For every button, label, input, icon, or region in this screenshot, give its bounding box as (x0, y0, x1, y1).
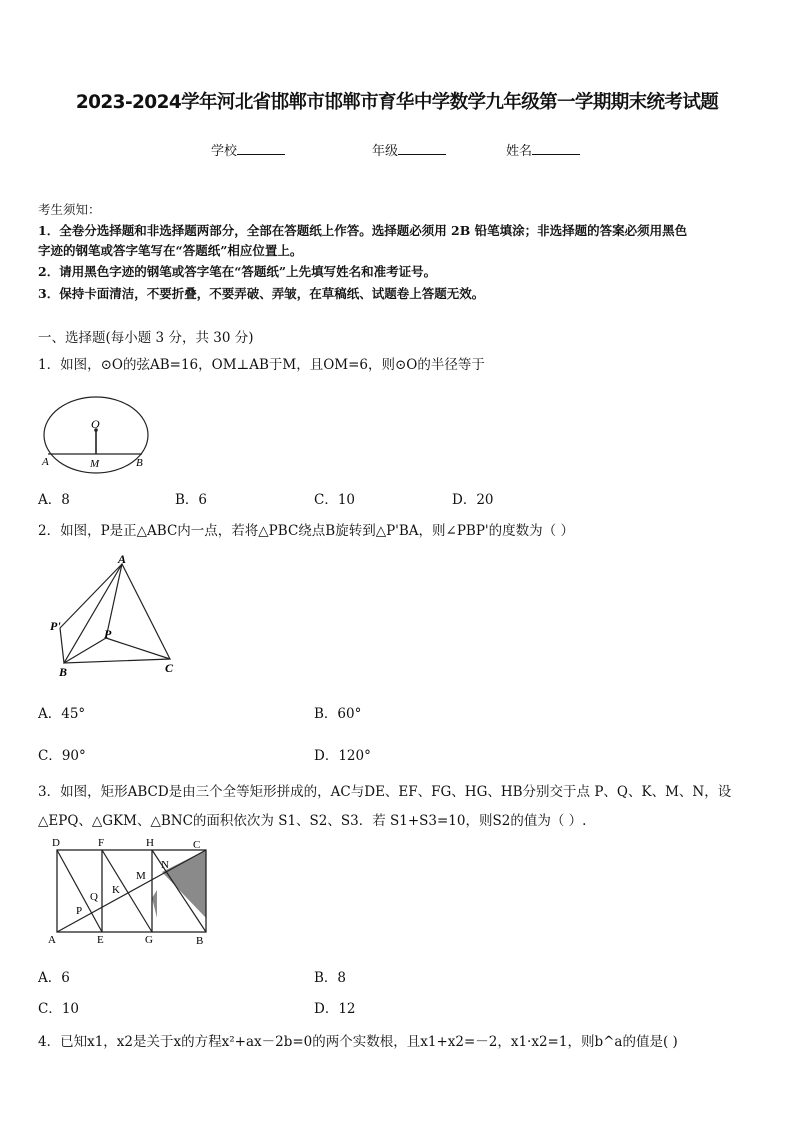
school-label: 学校 (211, 144, 238, 159)
question-4-stem: 4．已知x1，x2是关于x的方程x²+ax－2b=0的两个实数根，且x1+x2=－2，x1·x2=1，则b^a的值是( ) (38, 1034, 678, 1050)
label-p-prime: P' (50, 619, 61, 633)
grade-label: 年级 (372, 144, 399, 159)
question-1-stem: 1．如图，⊙O的弦AB=16，OM⊥AB于M，且OM=6，则⊙O的半径等于 (38, 357, 485, 373)
label-m: M (136, 870, 146, 882)
notice-item-3: 3．保持卡面清洁，不要折叠，不要弄破、弄皱，在草稿纸、试题卷上答题无效。 (38, 286, 485, 301)
grade-field[interactable] (372, 140, 446, 159)
label-b: B (59, 665, 68, 679)
question-3-stem-line-2: △EPQ、△GKM、△BNC的面积依次为 S1、S2、S3．若 S1+S3=10，则S2的值为（ ）. (38, 813, 587, 829)
q3-option-d[interactable]: D．12 (314, 1001, 356, 1017)
school-field[interactable] (211, 140, 285, 159)
question-3-figure (44, 834, 224, 950)
q1-option-d[interactable]: D．20 (452, 492, 494, 508)
label-b: B (136, 457, 143, 469)
line-fg (102, 850, 152, 932)
label-a: A (42, 456, 49, 468)
question-2-stem: 2．如图，P是正△ABC内一点，若将△PBC绕点B旋转到△P'BA，则∠PBP'的度数为（ ） (38, 523, 574, 539)
notice-item-1-cont: 字迹的钢笔或答字笔写在“答题纸”相应位置上。 (38, 243, 303, 258)
q2-option-b[interactable]: B．60° (314, 706, 362, 722)
q3-option-b[interactable]: B．8 (314, 970, 347, 986)
label-a: A (118, 552, 127, 566)
label-n: N (161, 859, 169, 871)
label-q: Q (90, 891, 98, 903)
notice-item-1: 1．全卷分选择题和非选择题两部分，全部在答题纸上作答。选择题必须用 2B 铅笔填涂；非选择题的答案必须用黑色 (38, 223, 688, 238)
label-k: K (112, 884, 120, 896)
label-h: H (146, 837, 154, 849)
name-field[interactable] (506, 140, 580, 159)
notice-item-2: 2．请用黑色字迹的钢笔或答字笔在“答题纸”上先填写姓名和准考证号。 (38, 264, 437, 279)
q2-option-c[interactable]: C．90° (38, 748, 86, 764)
q2-option-d[interactable]: D．120° (314, 748, 371, 764)
label-a: A (48, 934, 56, 946)
segment-ap-prime (60, 564, 122, 628)
triangle-abc (64, 564, 170, 663)
grade-blank[interactable] (398, 141, 446, 155)
label-d: D (52, 837, 60, 849)
label-p: P (104, 627, 112, 641)
name-blank[interactable] (532, 141, 580, 155)
label-g: G (145, 934, 153, 946)
question-3-stem-line-1: 3．如图，矩形ABCD是由三个全等矩形拼成的，AC与DE、EF、FG、HG、HB分别交于点 P、Q、K、M、N，设 (38, 784, 732, 800)
segment-bp (64, 638, 106, 663)
page-title: 2023-2024学年河北省邯郸市邯郸市育华中学数学九年级第一学期期末统考试题 (75, 92, 719, 113)
triangle-gkm-shade (152, 890, 157, 918)
q2-option-a[interactable]: A．45° (38, 706, 86, 722)
label-o: O (91, 417, 100, 431)
school-blank[interactable] (237, 141, 285, 155)
question-1-figure (36, 384, 156, 474)
q1-option-c[interactable]: C．10 (314, 492, 356, 508)
label-p: P (76, 905, 83, 917)
section-heading: 一、选择题(每小题 3 分，共 30 分) (38, 330, 254, 346)
label-f: F (98, 837, 105, 849)
q1-option-a[interactable]: A．8 (38, 492, 70, 508)
label-c: C (165, 661, 174, 675)
label-b: B (196, 935, 204, 947)
notice-heading: 考生须知： (38, 202, 101, 217)
question-2-figure (44, 552, 184, 682)
label-c: C (193, 839, 201, 851)
label-e: E (97, 934, 104, 946)
q1-option-b[interactable]: B．6 (175, 492, 208, 508)
name-label: 姓名 (506, 144, 533, 159)
q3-option-c[interactable]: C．10 (38, 1001, 80, 1017)
segment-p-prime-b (60, 628, 64, 663)
q3-option-a[interactable]: A．6 (38, 970, 70, 986)
label-m: M (90, 458, 100, 470)
